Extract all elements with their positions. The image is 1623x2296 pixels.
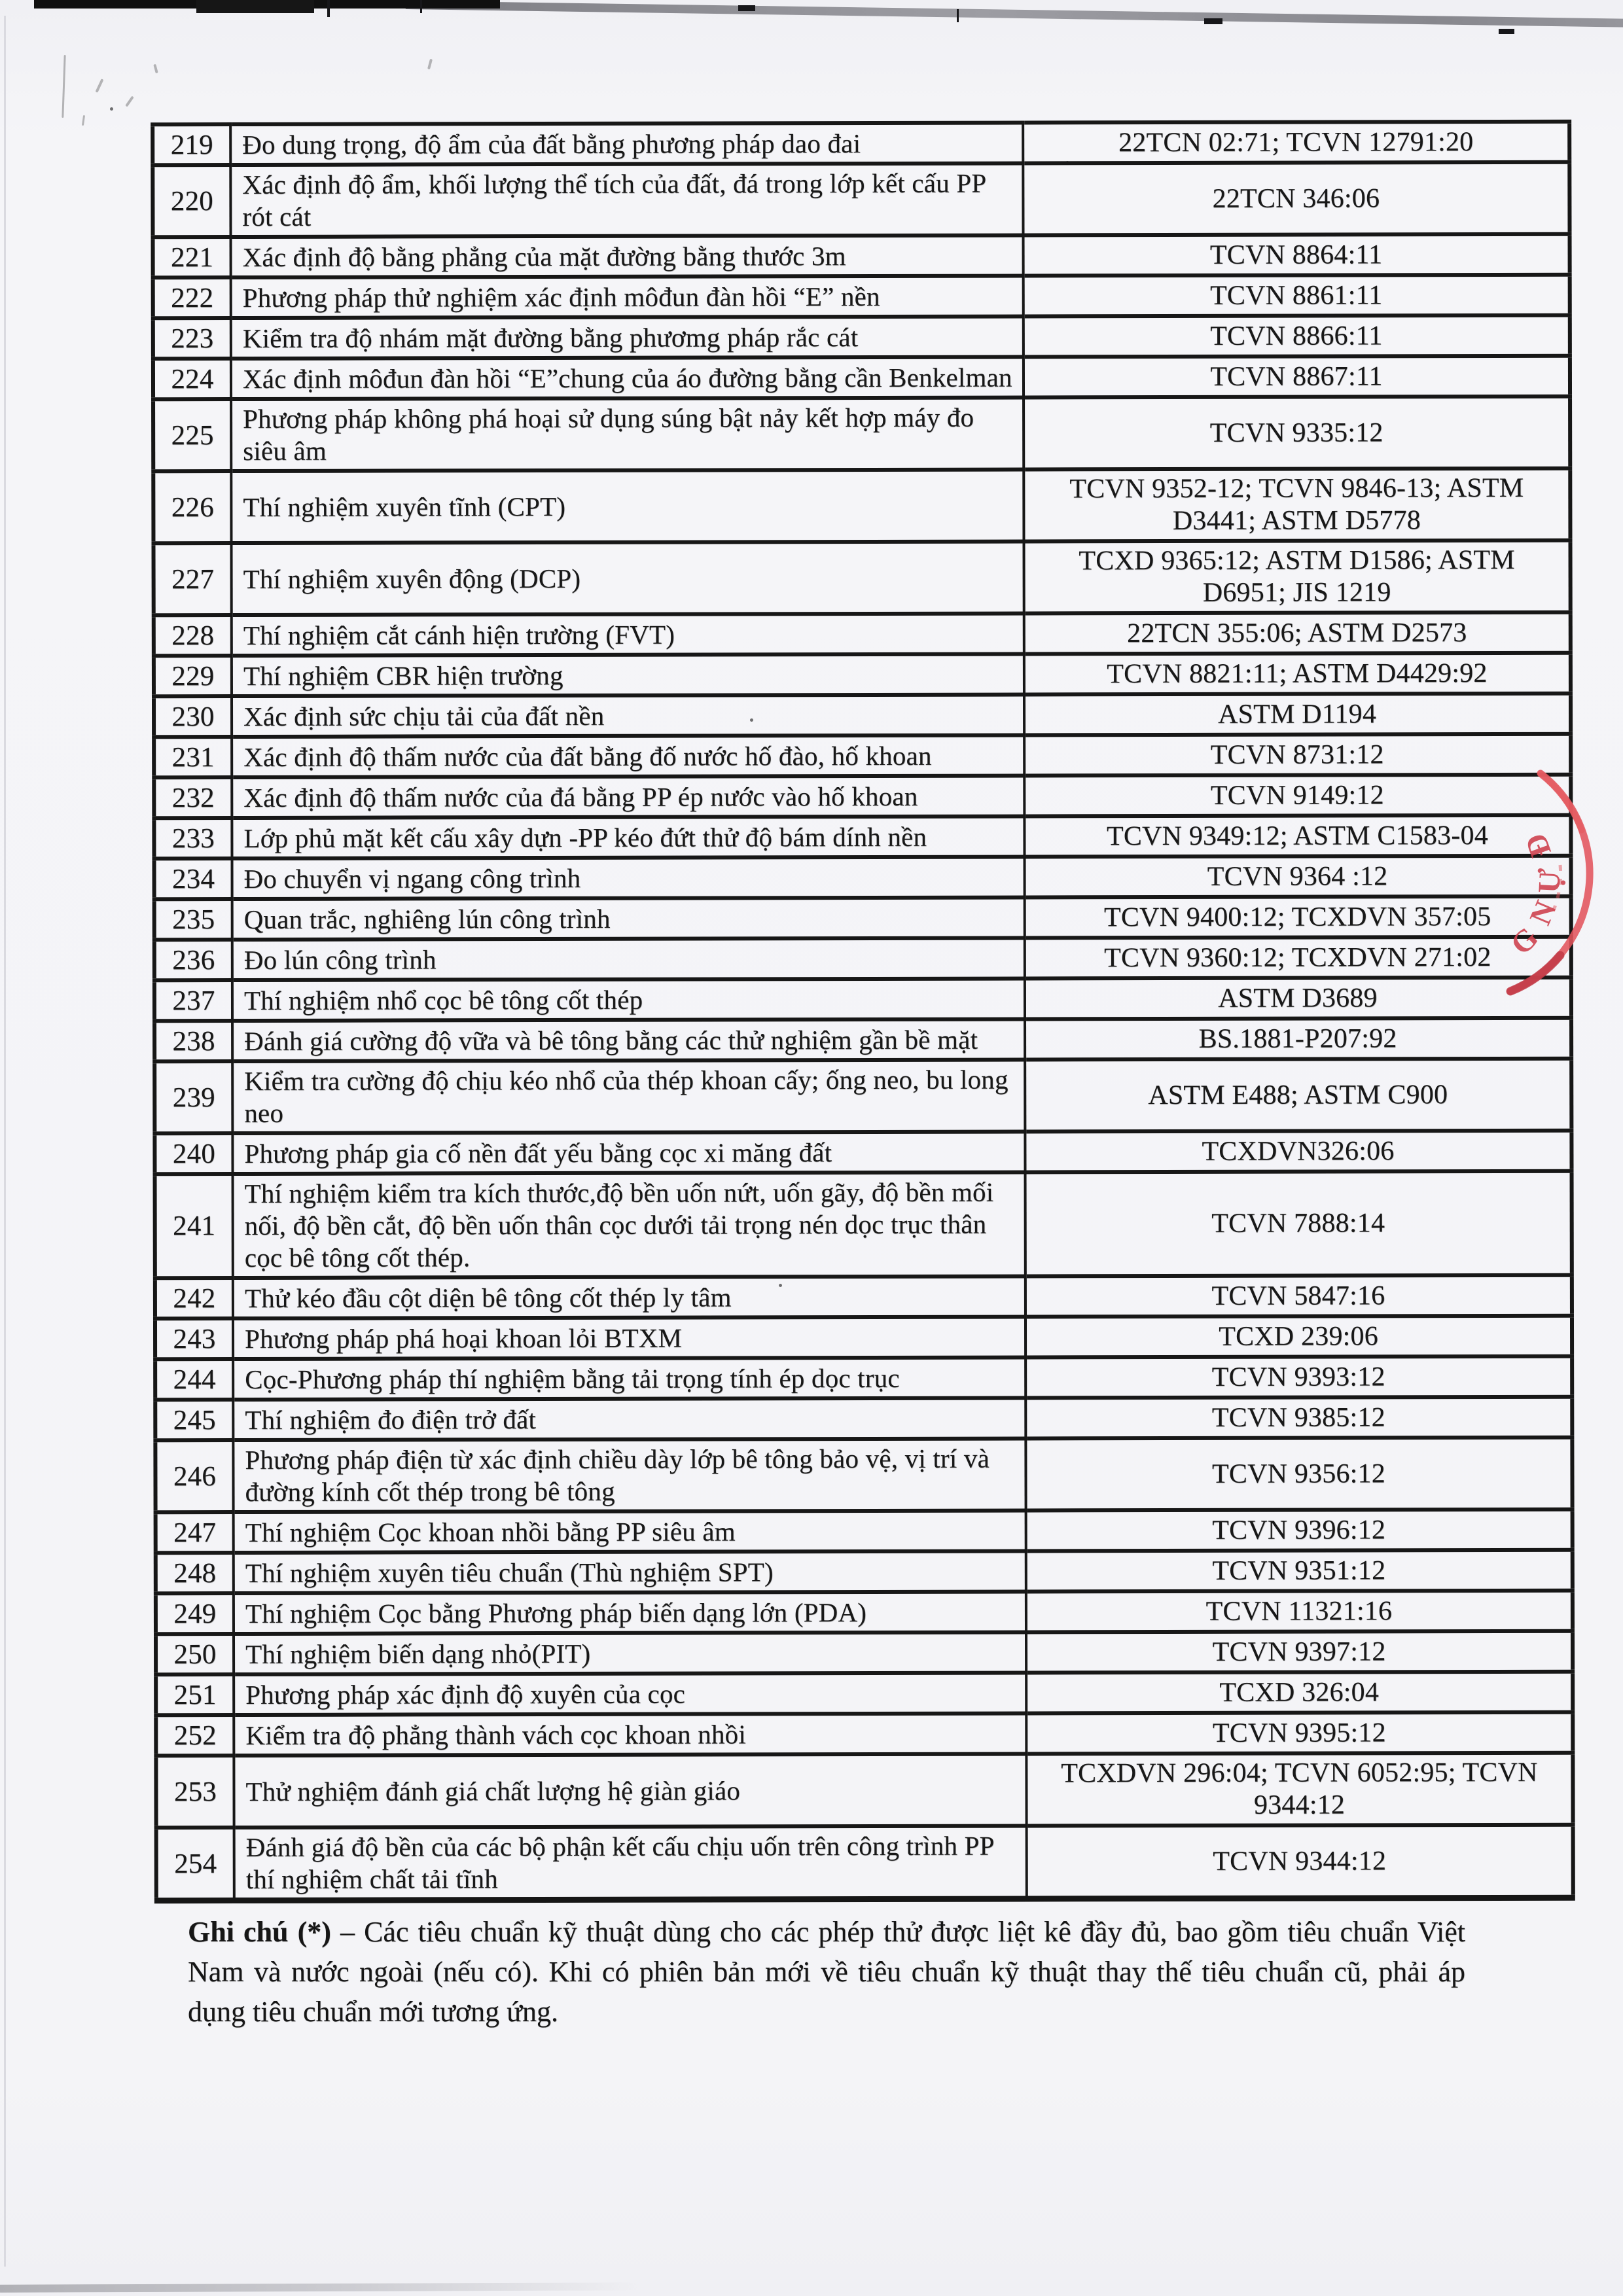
row-standard-cell: ASTM D1194 bbox=[1024, 694, 1571, 735]
row-description-cell: Thí nghiệm xuyên tĩnh (CPT) bbox=[231, 469, 1024, 543]
row-number-cell: 239 bbox=[154, 1061, 232, 1133]
row-number-cell: 219 bbox=[152, 124, 230, 165]
row-number-cell: 230 bbox=[154, 696, 232, 737]
table-row bbox=[154, 1018, 1571, 1062]
row-standard-cell: TCVN 11321:16 bbox=[1026, 1591, 1573, 1633]
row-standard-cell: TCXD 326:04 bbox=[1026, 1672, 1573, 1714]
table-row bbox=[154, 978, 1571, 1021]
table-row bbox=[156, 1550, 1573, 1594]
row-description-cell: Đo lún công trình bbox=[232, 938, 1025, 980]
row-number-cell: 229 bbox=[154, 656, 232, 696]
row-standard-cell: ASTM E488; ASTM C900 bbox=[1025, 1059, 1571, 1132]
row-description-cell: Phương pháp thử nghiệm xác định môđun đàn hồi “E” nền bbox=[231, 275, 1024, 318]
table-row bbox=[153, 315, 1570, 359]
row-description-cell: Xác định độ ẩm, khối lượng thể tích của đất, đá trong lớp kết cấu PP rót cát bbox=[230, 163, 1023, 237]
row-number-cell: 231 bbox=[154, 737, 232, 777]
table-row bbox=[154, 856, 1571, 900]
row-number-cell: 250 bbox=[156, 1634, 234, 1674]
row-standard-cell: TCVN 8864:11 bbox=[1024, 234, 1570, 276]
scan-tick bbox=[420, 0, 422, 13]
table-row bbox=[153, 356, 1570, 400]
row-number-cell: 253 bbox=[156, 1756, 234, 1828]
row-standard-cell: TCVN 9349:12; ASTM C1583-04 bbox=[1024, 815, 1571, 857]
table-row bbox=[152, 162, 1569, 238]
stamp-letter: G bbox=[1504, 920, 1545, 962]
scan-speck bbox=[153, 64, 158, 74]
row-description-cell: Thí nghiệm nhổ cọc bê tông cốt thép bbox=[232, 978, 1025, 1021]
row-number-cell: 243 bbox=[155, 1318, 233, 1359]
stamp-letter: Ự bbox=[1532, 868, 1567, 894]
scan-tick bbox=[738, 5, 755, 11]
row-number-cell: 236 bbox=[154, 940, 232, 980]
table-row bbox=[154, 775, 1571, 819]
table-row bbox=[155, 1316, 1572, 1360]
table-row bbox=[153, 540, 1570, 616]
scan-speck bbox=[110, 107, 113, 111]
row-description-cell: Xác định môđun đàn hồi “E”chung của áo đường bằng cần Benkelman bbox=[231, 357, 1024, 399]
scan-tick bbox=[1499, 29, 1514, 34]
row-number-cell: 251 bbox=[156, 1674, 234, 1715]
row-number-cell: 220 bbox=[152, 165, 230, 237]
row-number-cell: 224 bbox=[153, 359, 231, 399]
row-description-cell: Kiểm tra cường độ chịu kéo nhổ của thép khoan cấy; ống neo, bu long neo bbox=[232, 1059, 1025, 1133]
red-stamp-fragment bbox=[1400, 680, 1623, 1047]
table-row bbox=[153, 234, 1570, 278]
table-row bbox=[154, 612, 1571, 656]
row-standard-cell: BS.1881-P207:92 bbox=[1025, 1018, 1571, 1060]
row-description-cell: Thí nghiệm đo điện trở đất bbox=[233, 1398, 1026, 1440]
row-description-cell: Đánh giá cường độ vữa và bê tông bằng các thử nghiệm gần bề mặt bbox=[232, 1019, 1025, 1061]
table-row bbox=[152, 122, 1569, 166]
stamp-letter: Đ bbox=[1518, 829, 1559, 862]
scan-tick bbox=[327, 0, 330, 17]
table-row bbox=[156, 1712, 1573, 1756]
row-standard-cell: TCVN 9351:12 bbox=[1026, 1550, 1573, 1592]
scan-edge-left bbox=[4, 16, 6, 2267]
scan-edge-top-dark bbox=[196, 0, 314, 13]
row-standard-cell: TCVN 9356:12 bbox=[1026, 1438, 1572, 1511]
row-number-cell: 233 bbox=[154, 818, 232, 858]
row-standard-cell: TCVN 8731:12 bbox=[1024, 734, 1571, 776]
scan-speck bbox=[82, 115, 85, 126]
row-description-cell: Cọc-Phương pháp thí nghiệm bằng tải trọng tính ép dọc trục bbox=[233, 1357, 1026, 1400]
row-standard-cell: TCVN 9335:12 bbox=[1024, 397, 1570, 470]
table-row bbox=[155, 1275, 1572, 1319]
footnote bbox=[188, 1912, 1465, 2032]
row-description-cell: Thử kéo đầu cột diện bê tông cốt thép ly tâm bbox=[233, 1276, 1026, 1318]
row-description-cell: Phương pháp không phá hoại sử dụng súng bật nảy kết hợp máy đo siêu âm bbox=[231, 397, 1024, 471]
row-description-cell: Thí nghiệm Cọc bằng Phương pháp biến dạng lớn (PDA) bbox=[234, 1591, 1026, 1634]
row-standard-cell: TCVN 9397:12 bbox=[1026, 1631, 1573, 1673]
table-row bbox=[154, 1059, 1571, 1134]
row-standard-cell: TCVN 9385:12 bbox=[1026, 1397, 1572, 1439]
table-row bbox=[153, 397, 1570, 472]
row-standard-cell: TCVN 9360:12; TCXDVN 271:02 bbox=[1025, 937, 1571, 979]
row-number-cell: 242 bbox=[155, 1278, 233, 1318]
row-description-cell: Đo dung trọng, độ ẩm của đất bằng phương pháp dao đai bbox=[230, 122, 1023, 165]
row-standard-cell: TCVN 8867:11 bbox=[1024, 356, 1570, 398]
row-description-cell: Thí nghiệm biến dạng nhỏ(PIT) bbox=[234, 1632, 1026, 1674]
row-description-cell: Đánh giá độ bền của các bộ phận kết cấu chịu uốn trên công trình PP thí nghiệm chất tải tĩnh bbox=[234, 1826, 1027, 1900]
row-standard-cell: TCVN 9395:12 bbox=[1026, 1712, 1573, 1754]
row-description-cell: Xác định độ thấm nước của đá bằng PP ép nước vào hố khoan bbox=[232, 775, 1024, 818]
row-standard-cell: 22TCN 355:06; ASTM D2573 bbox=[1024, 612, 1571, 654]
scan-speck bbox=[62, 55, 65, 118]
row-description-cell: Đo chuyển vị ngang công trình bbox=[232, 857, 1025, 899]
row-description-cell: Phương pháp xác định độ xuyên của cọc bbox=[234, 1672, 1026, 1715]
row-standard-cell: TCVN 9364 :12 bbox=[1025, 856, 1571, 898]
row-description-cell: Thử nghiệm đánh giá chất lượng hệ giàn giáo bbox=[234, 1754, 1026, 1828]
scan-speck bbox=[427, 59, 433, 69]
row-standard-cell: TCXD 239:06 bbox=[1026, 1316, 1572, 1358]
row-description-cell: Phương pháp điện từ xác định chiều dày lớp bê tông bảo vệ, vị trí và đường kính cốt thép trong bê tông bbox=[233, 1438, 1026, 1512]
table-row bbox=[156, 1631, 1573, 1675]
table-row bbox=[154, 815, 1571, 859]
row-standard-cell: TCVN 7888:14 bbox=[1026, 1171, 1572, 1277]
row-number-cell: 232 bbox=[154, 777, 232, 818]
row-standard-cell: TCVN 9396:12 bbox=[1026, 1510, 1573, 1551]
table-row bbox=[154, 937, 1571, 981]
row-standard-cell: TCVN 9393:12 bbox=[1026, 1356, 1572, 1398]
row-number-cell: 247 bbox=[156, 1512, 234, 1553]
row-number-cell: 248 bbox=[156, 1553, 234, 1593]
row-description-cell: Phương pháp phá hoại khoan lỏi BTXM bbox=[233, 1316, 1026, 1359]
row-description-cell: Xác định sức chịu tải của đất nền bbox=[232, 694, 1024, 737]
table-row bbox=[153, 275, 1570, 319]
row-number-cell: 222 bbox=[153, 277, 231, 318]
scan-tick bbox=[957, 9, 959, 22]
row-standard-cell: TCVN 8866:11 bbox=[1024, 315, 1570, 357]
scan-tick bbox=[1204, 18, 1222, 24]
row-standard-cell: ASTM D3689 bbox=[1025, 978, 1571, 1019]
row-number-cell: 245 bbox=[155, 1400, 233, 1440]
row-number-cell: 244 bbox=[155, 1359, 233, 1400]
table-row bbox=[156, 1591, 1573, 1634]
row-description-cell: Thí nghiệm kiểm tra kích thước,độ bền uốn nứt, uốn gãy, độ bền mối nối, độ bền cắt, độ bền uốn thân cọc dưới tải trọng nén dọc trục thân cọc bê tông cốt thép. bbox=[233, 1172, 1026, 1278]
row-standard-cell: TCVN 9352-12; TCVN 9846-13; ASTM D3441; ASTM D5778 bbox=[1024, 468, 1570, 542]
stamp-ring-arc bbox=[1510, 955, 1560, 991]
table-row bbox=[156, 1753, 1573, 1828]
scan-edge-bottom bbox=[0, 2282, 641, 2292]
row-standard-cell: TCVN 9149:12 bbox=[1024, 775, 1571, 817]
row-description-cell: Thí nghiệm CBR hiện trường bbox=[232, 654, 1024, 696]
scan-speck bbox=[125, 96, 134, 107]
row-description-cell: Kiểm tra độ nhám mặt đường bằng phươmg pháp rắc cát bbox=[231, 316, 1024, 359]
row-standard-cell: TCXDVN 296:04; TCVN 6052:95; TCVN 9344:12 bbox=[1026, 1753, 1573, 1826]
row-number-cell: 226 bbox=[153, 471, 231, 543]
table-row bbox=[155, 1171, 1572, 1279]
row-description-cell: Xác định độ bằng phẳng của mặt đường bằng thước 3m bbox=[231, 235, 1024, 277]
row-number-cell: 254 bbox=[156, 1828, 234, 1901]
row-description-cell: Kiểm tra độ phẳng thành vách cọc khoan nhồi bbox=[234, 1713, 1026, 1756]
row-description-cell: Xác định độ thấm nước của đất bằng đố nước hố đào, hố khoan bbox=[232, 735, 1024, 777]
row-standard-cell: TCVN 9344:12 bbox=[1027, 1825, 1573, 1899]
row-number-cell: 234 bbox=[154, 858, 232, 899]
row-number-cell: 225 bbox=[153, 399, 231, 471]
row-description-cell: Thí nghiệm xuyên tiêu chuẩn (Thù nghiệm SPT) bbox=[234, 1551, 1026, 1593]
footnote-text: – Các tiêu chuẩn kỹ thuật dùng cho các phép thử được liệt kê đầy đủ, bao gồm tiêu chuẩn Việt Nam và nước ngoài (nếu có). Khi có phiên bản mới về tiêu chuẩn kỹ thuật thay thế tiêu chuẩn cũ, phải áp dụng tiêu chuẩn mới tương ứng. bbox=[188, 1916, 1465, 2028]
row-standard-cell: TCVN 5847:16 bbox=[1026, 1275, 1572, 1317]
row-standard-cell: TCVN 8821:11; ASTM D4429:92 bbox=[1024, 653, 1571, 695]
footnote-label: Ghi chú (*) bbox=[188, 1916, 331, 1948]
row-description-cell: Thí nghiệm xuyên động (DCP) bbox=[231, 541, 1024, 615]
row-description-cell: Phương pháp gia cố nền đất yếu bằng cọc xi măng đất bbox=[232, 1131, 1025, 1174]
table-row bbox=[154, 1131, 1571, 1174]
row-number-cell: 237 bbox=[154, 980, 232, 1021]
scan-edge-top bbox=[406, 1, 1623, 28]
table-row bbox=[156, 1510, 1573, 1553]
table-row bbox=[154, 653, 1571, 697]
row-standard-cell: 22TCN 02:71; TCVN 12791:20 bbox=[1023, 122, 1569, 164]
row-standard-cell: TCVN 9400:12; TCXDVN 357:05 bbox=[1025, 896, 1571, 938]
table-row bbox=[155, 1438, 1572, 1513]
table-row bbox=[156, 1672, 1573, 1716]
row-standard-cell: TCVN 8861:11 bbox=[1024, 275, 1570, 317]
table-row bbox=[155, 1397, 1572, 1441]
row-number-cell: 241 bbox=[155, 1174, 233, 1278]
row-standard-cell: TCXD 9365:12; ASTM D1586; ASTM D6951; JIS 1219 bbox=[1024, 540, 1570, 614]
stamp-letter: N bbox=[1523, 896, 1563, 930]
row-number-cell: 228 bbox=[154, 615, 232, 656]
row-number-cell: 223 bbox=[153, 318, 231, 359]
table-row bbox=[153, 468, 1570, 544]
row-number-cell: 249 bbox=[156, 1593, 234, 1634]
row-standard-cell: TCXDVN326:06 bbox=[1025, 1131, 1571, 1173]
table-row bbox=[155, 1356, 1572, 1400]
standards-table-body bbox=[152, 122, 1573, 1901]
row-description-cell: Lớp phủ mặt kết cấu xây dựn -PP kéo đứt thử độ bám dính nền bbox=[232, 816, 1024, 858]
row-number-cell: 238 bbox=[154, 1021, 232, 1061]
row-number-cell: 227 bbox=[153, 543, 231, 615]
table-row bbox=[156, 1825, 1573, 1901]
scan-speck bbox=[96, 79, 104, 93]
table-row bbox=[154, 734, 1571, 778]
row-number-cell: 252 bbox=[156, 1715, 234, 1756]
row-description-cell: Thí nghiệm cắt cánh hiện trường (FVT) bbox=[232, 613, 1024, 656]
table-row bbox=[154, 896, 1571, 940]
row-description-cell: Thí nghiệm Cọc khoan nhồi bằng PP siêu âm bbox=[234, 1510, 1026, 1553]
row-number-cell: 221 bbox=[153, 237, 231, 277]
row-number-cell: 235 bbox=[154, 899, 232, 940]
standards-table bbox=[151, 120, 1575, 1904]
row-description-cell: Quan trắc, nghiêng lún công trình bbox=[232, 897, 1025, 940]
row-standard-cell: 22TCN 346:06 bbox=[1023, 162, 1569, 236]
row-number-cell: 240 bbox=[154, 1133, 232, 1174]
row-number-cell: 246 bbox=[155, 1440, 233, 1512]
table-row bbox=[154, 694, 1571, 737]
